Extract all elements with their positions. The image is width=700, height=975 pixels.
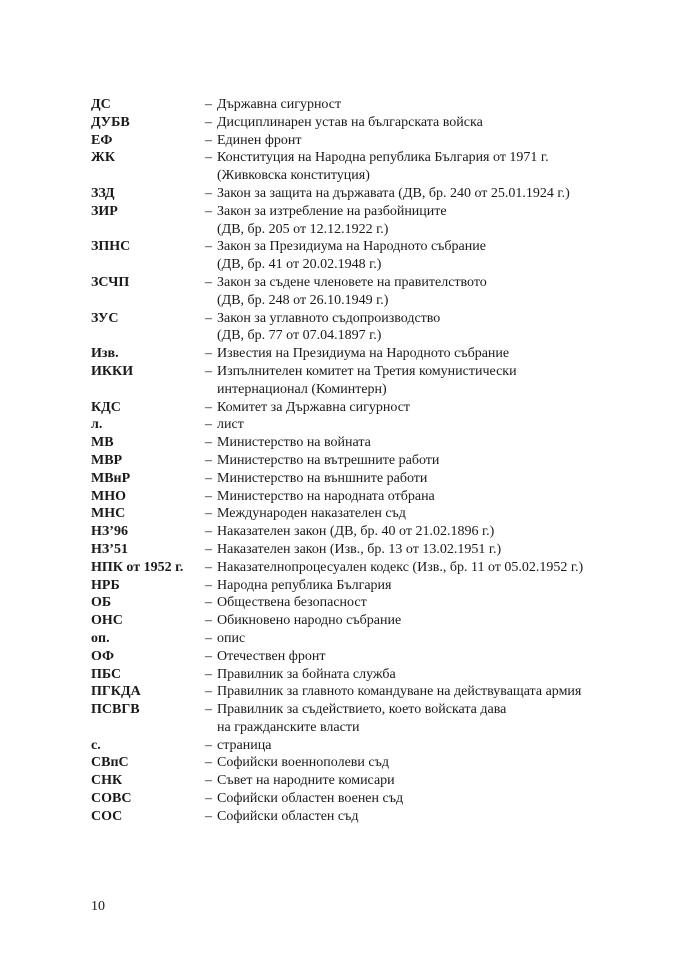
en-dash: –: [205, 488, 212, 504]
definition-line: Закон за углавното съдопроизводство: [217, 310, 441, 326]
abbreviation-entry: [91, 701, 651, 737]
definition-line: Министерство на вътрешните работи: [217, 452, 440, 468]
en-dash: –: [205, 310, 212, 326]
abbreviation-term: ОФ: [91, 648, 115, 664]
abbreviation-definition: [217, 612, 651, 630]
abbreviation-definition: [217, 577, 651, 595]
en-dash: –: [205, 506, 212, 522]
abbreviation-definition: [217, 452, 651, 470]
abbreviation-entry: [91, 808, 651, 826]
definition-line: Закон за съдене членовете на правителството: [217, 274, 487, 290]
abbreviation-entry: [91, 594, 651, 612]
abbreviation-entry: [91, 132, 651, 150]
abbreviation-definition: [217, 630, 651, 648]
abbreviation-term: МВнР: [91, 470, 131, 486]
abbreviation-term: СОС: [91, 808, 123, 824]
en-dash: –: [205, 524, 212, 540]
abbreviation-term: ЗУС: [91, 310, 119, 326]
definition-line: Министерство на външните работи: [217, 470, 428, 486]
abbreviation-definition: [217, 416, 651, 434]
abbreviation-entry: [91, 434, 651, 452]
abbreviation-term: ПСВГВ: [91, 702, 140, 718]
abbreviation-definition: [217, 238, 651, 274]
abbreviation-definition: [217, 594, 651, 612]
en-dash: –: [205, 399, 212, 415]
en-dash: –: [205, 559, 212, 575]
en-dash: –: [205, 470, 212, 486]
abbreviation-term: МНО: [91, 488, 126, 504]
abbreviation-definition: [217, 434, 651, 452]
en-dash: –: [205, 185, 212, 201]
en-dash: –: [205, 755, 212, 771]
abbreviation-definition: [217, 737, 651, 755]
abbreviation-term: ДУБВ: [91, 114, 130, 130]
abbreviation-entry: [91, 149, 651, 185]
abbreviation-term: ИККИ: [91, 363, 134, 379]
abbreviation-entry: [91, 416, 651, 434]
definition-line: опис: [217, 630, 246, 646]
abbreviation-term: ОНС: [91, 613, 123, 629]
abbreviation-term: ЗСЧП: [91, 274, 130, 290]
en-dash: –: [205, 239, 212, 255]
abbreviation-definition: [217, 399, 651, 417]
abbreviation-definition: [217, 772, 651, 790]
abbreviation-entry: [91, 630, 651, 648]
abbreviation-entry: [91, 577, 651, 595]
abbreviation-entry: [91, 666, 651, 684]
abbreviation-term: ОБ: [91, 595, 112, 611]
abbreviation-entry: [91, 203, 651, 239]
abbreviation-term: Изв.: [91, 346, 119, 362]
en-dash: –: [205, 737, 212, 753]
definition-line: Правилник за съдействието, което войската дава: [217, 702, 507, 718]
definition-line: Дисциплинарен устав на българската войска: [217, 114, 483, 130]
en-dash: –: [205, 363, 212, 379]
abbreviation-entry: [91, 790, 651, 808]
abbreviation-definition: [217, 132, 651, 150]
en-dash: –: [205, 648, 212, 664]
abbreviation-entry: [91, 559, 651, 577]
abbreviation-entry: [91, 96, 651, 114]
definition-line: Международен наказателен съд: [217, 506, 406, 522]
definition-line: Софийски областен съд: [217, 808, 359, 824]
abbreviation-definition: [217, 541, 651, 559]
abbreviation-definition: [217, 274, 651, 310]
abbreviation-entry: [91, 470, 651, 488]
definition-line: Софийски областен военен съд: [217, 791, 404, 807]
definition-line: Обществена безопасност: [217, 595, 367, 611]
en-dash: –: [205, 666, 212, 682]
abbreviation-term: с.: [91, 737, 101, 753]
abbreviation-entry: [91, 648, 651, 666]
definition-line: лист: [217, 417, 244, 433]
abbreviation-term: ДС: [91, 97, 111, 112]
definition-line: Единен фронт: [217, 132, 302, 148]
abbreviation-entry: [91, 274, 651, 310]
en-dash: –: [205, 595, 212, 611]
abbreviation-entry: [91, 737, 651, 755]
abbreviation-entry: [91, 185, 651, 203]
abbreviation-definition: [217, 808, 651, 826]
definition-line: Министерство на войната: [217, 435, 371, 451]
definition-line: Министерство на народната отбрана: [217, 488, 435, 504]
abbreviation-definition: [217, 559, 651, 577]
abbreviation-entry: [91, 505, 651, 523]
definition-line: Съвет на народните комисари: [217, 773, 395, 789]
abbreviation-definition: [217, 523, 651, 541]
definition-line: Наказателен закон (ДВ, бр. 40 от 21.02.1896 г.): [217, 524, 495, 540]
abbreviation-term: ПБС: [91, 666, 122, 682]
abbreviation-term: СОВС: [91, 791, 132, 807]
en-dash: –: [205, 274, 212, 290]
abbreviation-term: ПГКДА: [91, 684, 141, 700]
abbreviation-definition: [217, 666, 651, 684]
abbreviation-entry: [91, 523, 651, 541]
abbreviation-entry: [91, 345, 651, 363]
definition-line: (ДВ, бр. 77 от 07.04.1897 г.): [217, 328, 382, 344]
abbreviation-entry: [91, 452, 651, 470]
en-dash: –: [205, 132, 212, 148]
abbreviation-entry: [91, 541, 651, 559]
en-dash: –: [205, 630, 212, 646]
en-dash: –: [205, 613, 212, 629]
en-dash: –: [205, 577, 212, 593]
en-dash: –: [205, 97, 212, 112]
abbreviation-term: НПК от 1952 г.: [91, 559, 184, 575]
abbreviation-entry: [91, 772, 651, 790]
abbreviation-term: НРБ: [91, 577, 120, 593]
abbreviation-term: ЖК: [91, 150, 115, 166]
definition-line: Държавна сигурност: [217, 97, 342, 112]
abbreviations-list: [91, 96, 651, 826]
abbreviation-definition: [217, 114, 651, 132]
abbreviation-term: КДС: [91, 399, 121, 415]
abbreviation-term: ЗИР: [91, 203, 118, 219]
definition-line: Комитет за Държавна сигурност: [217, 399, 411, 415]
abbreviation-definition: [217, 203, 651, 239]
abbreviation-term: МВР: [91, 452, 123, 468]
definition-line: Обикновено народно събрание: [217, 613, 402, 629]
en-dash: –: [205, 435, 212, 451]
abbreviation-entry: [91, 363, 651, 399]
en-dash: –: [205, 702, 212, 718]
definition-line: Правилник за главното командуване на действуващата армия: [217, 684, 582, 700]
abbreviation-entry: [91, 488, 651, 506]
definition-line: Народна република България: [217, 577, 392, 593]
abbreviation-entry: [91, 612, 651, 630]
en-dash: –: [205, 808, 212, 824]
definition-line: Софийски военнополеви съд: [217, 755, 389, 771]
definition-line: интернационал (Коминтерн): [217, 381, 387, 397]
definition-line: (ДВ, бр. 205 от 12.12.1922 г.): [217, 221, 389, 237]
definition-line: Наказателен закон (Изв., бр. 13 от 13.02.1951 г.): [217, 541, 502, 557]
definition-line: Правилник за бойната служба: [217, 666, 396, 682]
abbreviation-term: НЗ’51: [91, 541, 128, 557]
abbreviation-term: оп.: [91, 630, 110, 646]
en-dash: –: [205, 773, 212, 789]
en-dash: –: [205, 346, 212, 362]
abbreviation-definition: [217, 505, 651, 523]
abbreviation-definition: [217, 683, 651, 701]
page-number: 10: [91, 899, 105, 914]
abbreviation-definition: [217, 310, 651, 346]
definition-line: Известия на Президиума на Народното събрание: [217, 346, 510, 362]
definition-line: Закон за защита на държавата (ДВ, бр. 240 от 25.01.1924 г.): [217, 185, 570, 201]
abbreviation-definition: [217, 149, 651, 185]
en-dash: –: [205, 203, 212, 219]
abbreviation-definition: [217, 185, 651, 203]
definition-line: (ДВ, бр. 41 от 20.02.1948 г.): [217, 257, 382, 273]
abbreviation-definition: [217, 648, 651, 666]
abbreviation-term: НЗ’96: [91, 524, 128, 540]
definition-line: Отечествен фронт: [217, 648, 326, 664]
abbreviation-definition: [217, 488, 651, 506]
definition-line: Закон за изтребление на разбойниците: [217, 203, 447, 219]
abbreviation-entry: [91, 399, 651, 417]
abbreviation-term: СНК: [91, 773, 123, 789]
abbreviation-definition: [217, 470, 651, 488]
abbreviation-definition: [217, 363, 651, 399]
en-dash: –: [205, 452, 212, 468]
definition-line: Закон за Президиума на Народното събрание: [217, 239, 486, 255]
abbreviation-term: ЕФ: [91, 132, 113, 148]
abbreviation-entry: [91, 683, 651, 701]
abbreviation-entry: [91, 114, 651, 132]
definition-line: Изпълнителен комитет на Третия комунистически: [217, 363, 517, 379]
definition-line: страница: [217, 737, 272, 753]
definition-line: на гражданските власти: [217, 719, 360, 735]
abbreviation-definition: [217, 754, 651, 772]
definition-line: (ДВ, бр. 248 от 26.10.1949 г.): [217, 292, 389, 308]
definition-line: (Живковска конституция): [217, 168, 370, 184]
abbreviation-term: СВпС: [91, 755, 129, 771]
abbreviation-term: МВ: [91, 435, 114, 451]
en-dash: –: [205, 150, 212, 166]
definition-line: Наказателнопроцесуален кодекс (Изв., бр. 11 от 05.02.1952 г.): [217, 559, 584, 575]
abbreviation-entry: [91, 754, 651, 772]
abbreviation-term: ЗЗД: [91, 185, 115, 201]
en-dash: –: [205, 791, 212, 807]
abbreviation-term: ЗПНС: [91, 239, 131, 255]
en-dash: –: [205, 114, 212, 130]
en-dash: –: [205, 541, 212, 557]
abbreviation-definition: [217, 345, 651, 363]
abbreviation-entry: [91, 310, 651, 346]
abbreviation-definition: [217, 96, 651, 114]
en-dash: –: [205, 417, 212, 433]
abbreviation-entry: [91, 238, 651, 274]
definition-line: Конституция на Народна република България от 1971 г.: [217, 150, 549, 166]
abbreviation-term: МНС: [91, 506, 126, 522]
abbreviation-term: л.: [91, 417, 103, 433]
abbreviation-definition: [217, 790, 651, 808]
en-dash: –: [205, 684, 212, 700]
abbreviation-definition: [217, 701, 651, 737]
